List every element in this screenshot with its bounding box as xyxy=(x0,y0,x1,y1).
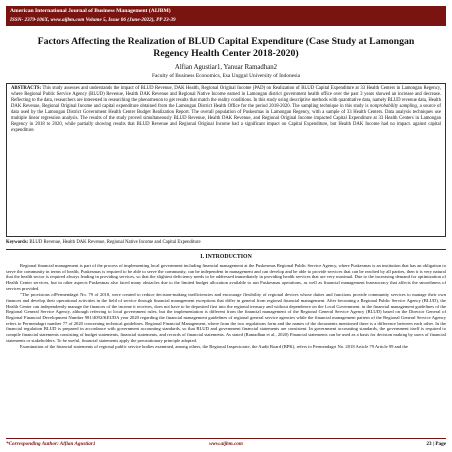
body-text xyxy=(6,263,446,435)
footer-page-number: 23 | Page xyxy=(426,440,446,447)
section-divider xyxy=(6,249,446,250)
abstract-italic: nonprobability sampling xyxy=(369,104,417,110)
journal-banner xyxy=(6,6,446,26)
abstract-box xyxy=(6,83,446,237)
keywords-label: Keywords: xyxy=(6,240,29,245)
paper-title: Factors Affecting the Realization of BLUD Capital Expenditure (Case Study at Lamongan Regency Health Center 2018-2020) xyxy=(37,36,415,59)
abstract-label: ABSTRACTS: xyxy=(11,86,42,91)
keywords-text: BLUD Revenue, Health DAK Revenue, Regional Native Income and Capital Expenditure xyxy=(28,240,201,245)
footer-url[interactable]: www.aijbm.com xyxy=(209,440,243,447)
footer-corresponding-author: *Corresponding Author: Alfian Agustiar1 xyxy=(6,440,96,447)
journal-name: American International Journal of Business Management (AIJBM) xyxy=(10,8,171,14)
section-heading: I. INTRODUCTION xyxy=(200,254,252,260)
abstract-paragraph xyxy=(11,86,441,134)
journal-issn-line: ISSN- 2379-106X, www.aijbm.com Volume 5, Issue 06 (June-2022), PP 23-39 xyxy=(10,17,176,23)
body-paragraph-3: Examination of the financial statements of regional public service bodies examined, among others, the Regional Inspectorate, the Audit Board (BPK), refers to Permendagri No. 2018 Article 79 Article 99 and the xyxy=(20,344,408,350)
paper-authors: Alfian Agustiar1, Yanuar Ramadhan2 xyxy=(174,64,278,71)
body-paragraph-2: "The provisions ofPermendagri No. 79 of 2018, were created to reduce decision-making inefficiencies and encourage flexibility of regional devices whose duties and functions provide community services to manage their own finances and develop their operational activities in the field of service through financial management exceptions that differ in general from regional financial management. After becoming a Regional Public Service Agency (BLUD), the Health Center can independently manage the finances of the income it receives, does not have to be deposited first into the regional treasury and without dependence on the Local Government. in the financial management guidelines of the Regional General Service Agency, although referring to local government rules, but the implementation is different from the financial management of the Regional General Service Agency (BLUD) based on the Director General of Regional Financial Development Number 981/4092/KEUDA year 2020 regarding the financial management guidelines of regional general service agencies while the financial management pattern of the Regional General Service Agency refers to Permendagri number 77 of 2020 concerning technical guidelines. Regional Financial Management, where from the two regulations form and the names of the documents mentioned there is a difference between each other. In the financial regulation BLUD is prepared in accordance with government accounting standards, so that BLUD and government financial statements are consistent. In government accounting standards, the government itself is required to compile financial statements consisting of budget statements, financial statements, and records of financial statements. As stated (Ramadhan et al., 2020) Financial statements can be used as a basis for decision making by users of financial statements or stakeholders. To be useful, financial statements apply the precautionary principle adopted. xyxy=(6,292,446,343)
page-footer xyxy=(6,438,446,448)
paper-affiliation: Faculty of Business Economics, Esa Unggul University of Indonesia xyxy=(151,73,301,79)
body-paragraph-1: Regional financial management is part of the process of implementing local government including financial management at the Puskesmas Regional Public Service Agency, where Puskesmas is an institution that has an obligation to serve the community in terms of health, Puskesmas is required to be able to serve the community, can be independent in management and can develop and be able to provide services that can be reached by all parties, then it is very natural that the health sector is required always leading in providing services, so that the slightest deficiency needs to be addressed immediately in providing health services that are very maximal. Due to the increasing demand for optimization of Health Center services, but in other aspects Puskesmas also faced many obstacles due to the limited budget allocation available to run Puskesmas operations, as well as financial management bureaucracy that affects the smoothness of services provided. xyxy=(6,263,446,291)
keywords xyxy=(6,240,446,246)
abstract-text-1: This study assesses and understands the impact of BLUD Revenue, DAK Health, Regional Original Income (PAD) on Realization of BLUD Capital Expenditure at 33 Health Centers in Lamongan Regency, where Regional Public Service Agency (BLUD) Revenue, Health DAK Revenue and Regional Native Income earned in Lamongan district government health office over the past 3 years showed an increase and decrease. Reflecting to the data, researchers are interested in researching the phenomenon to get results that match the reality conditions. In this study using descriptive methods with quantitative data, namely BLUD revenue data, Health DAK Revenue, Regional Original Income and capital expenditure obtained from the Lamongan District Health Office for the period 2018-2020. The sampling technique in this study is xyxy=(11,86,441,110)
abstract-text-2: , a source of data used by the Lamongan District Government Health Center Budget Realization Report. The overall population of Puskesmas in Lamongan Regency, with a sample of 33 Health Centers. Data analysis techniques use multiple linear regression analysis. The results of the study proved simultaneously BLUD Revenue, Health DAK Revenue, and Regional Original Income impacted Capital Expenditure at 33 Health Centers in Lamongan Regency in 2018 to 2020, while partially showing results that BLUD Revenue and Regional Original Income had a significant impact on Capital Expenditure, but Health DAK Income had no impact. against capital expenditure. xyxy=(11,104,442,134)
